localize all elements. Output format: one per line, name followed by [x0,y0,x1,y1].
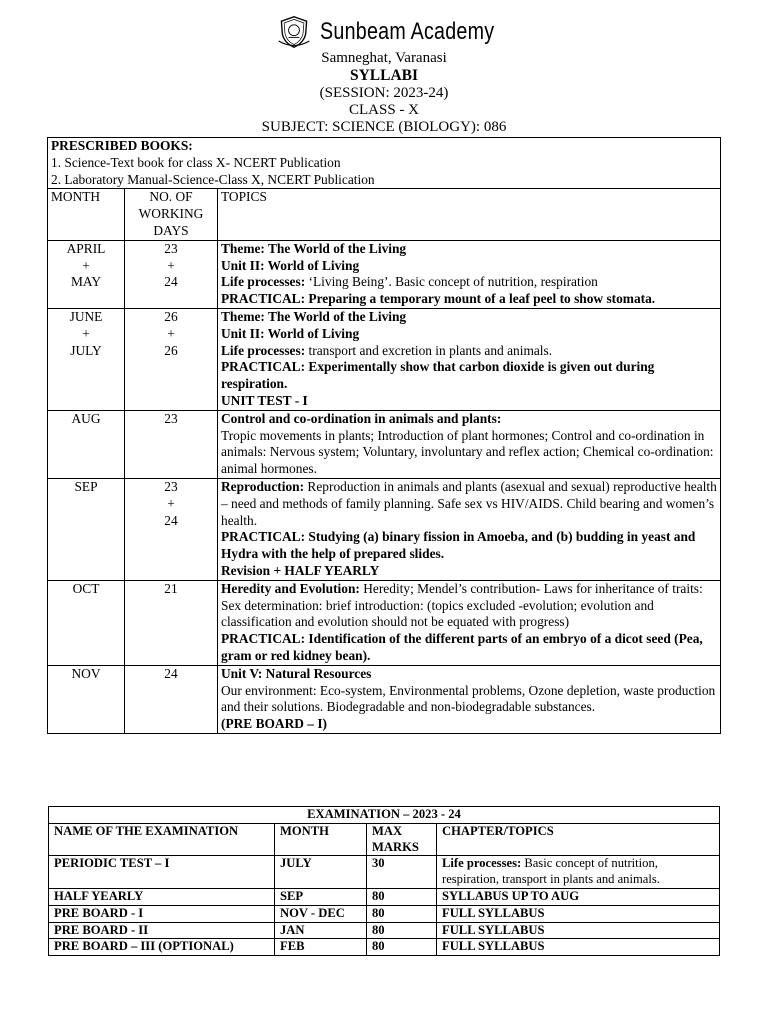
month-cell: AUG [48,410,125,478]
page-title: SYLLABI [349,67,419,84]
month-cell: APRIL + MAY [48,240,125,308]
topic-line [221,241,717,258]
topic-text: Our environment: Eco-system, Environmental problems, Ozone depletion, waste production and their solutions. Biodegradable and non-biodegradable substances. [221,682,716,715]
topic-bold-text: PRACTICAL: Studying (a) binary fission in Amoeba, and (b) budding in yeast and Hydra with the help of prepared slides. [221,529,696,562]
exam-month-cell: JAN [275,922,367,939]
topic-text: Heredity; Mendel’s contribution- Laws for inheritance of traits: Sex determination: brief introduction: (topics excluded -evolution; evolution and classification and evolution should not be equated with progress) [221,580,703,630]
topic-line [221,393,717,410]
prescribed-books-cell [48,138,721,189]
exam-month-cell: JULY [275,856,367,889]
topic-bold-text: Unit V: Natural Resources [221,665,372,681]
topic-text: transport and excretion in plants and animals. [305,342,553,358]
topics-column-header: TOPICS [218,189,721,240]
exam-marks-cell: 80 [367,888,437,905]
exam-topics-cell [437,905,720,922]
school-logo-icon [276,14,312,50]
syllabus-row [48,240,721,308]
exam-title-row [49,807,720,824]
topic-bold-text: Heredity and Evolution: [221,580,360,596]
syllabus-row [48,665,721,733]
topic-bold-text: Revision + HALF YEARLY [221,562,380,578]
topic-bold-text: Control and co-ordination in animals and plants: [221,410,502,426]
exam-max-marks-header: MAX MARKS [367,823,437,856]
school-title-line [0,14,768,50]
syllabus-row [48,580,721,665]
exam-name-cell: PRE BOARD – III (OPTIONAL) [49,939,275,956]
topic-bold-text: Life processes: [221,342,306,358]
exam-row [49,905,720,922]
exam-topic-bold: SYLLABUS UP TO AUG [442,888,580,903]
exam-marks-cell: 30 [367,856,437,889]
prescribed-books-row [48,138,721,189]
topic-bold-text: Theme: The World of the Living [221,240,407,256]
topics-cell [218,478,721,580]
exam-month-cell: FEB [275,939,367,956]
topic-line [221,529,717,563]
topic-line [221,274,717,291]
topic-bold-text: PRACTICAL: Experimentally show that carbon dioxide is given out during respiration. [221,359,655,392]
topic-line [221,258,717,275]
topic-line [221,326,717,343]
exam-topic-bold: Life processes: [442,856,522,871]
topic-line [221,291,717,308]
document-header [0,14,768,136]
exam-month-cell: NOV - DEC [275,905,367,922]
topic-line [221,343,717,360]
book-item: 1. Science-Text book for class X- NCERT Publication [51,154,341,170]
topic-line [221,631,717,665]
subject-label: SUBJECT: SCIENCE (BIOLOGY): 086 [261,119,507,135]
topic-line [221,479,717,529]
exam-row [49,856,720,889]
topic-bold-text: (PRE BOARD – I) [221,716,328,732]
month-cell: JUNE + JULY [48,308,125,410]
topic-bold-text: PRACTICAL: Preparing a temporary mount of a leaf peel to show stomata. [221,291,656,307]
topic-text: ‘Living Being’. Basic concept of nutrition, respiration [305,274,598,290]
exam-table-title: EXAMINATION – 2023 - 24 [49,807,720,824]
working-days-cell: 23 [125,410,218,478]
exam-topic-bold: FULL SYLLABUS [442,939,545,954]
exam-chapter-topics-header: CHAPTER/TOPICS [437,823,720,856]
exam-name-cell: PRE BOARD - II [49,922,275,939]
topic-bold-text: Life processes: [221,274,306,290]
month-column-header: MONTH [48,189,125,240]
exam-topic-bold: FULL SYLLABUS [442,905,545,920]
topic-line [221,359,717,393]
topic-text: Tropic movements in plants; Introduction of plant hormones; Control and co-ordination in animals: Nervous system; Voluntary, involuntary and reflex action; Chemical co-ordination: animal hormones. [221,427,714,477]
topic-line [221,428,717,478]
exam-row [49,888,720,905]
exam-row [49,922,720,939]
exam-topics-cell [437,939,720,956]
exam-header-row [49,823,720,856]
exam-topics-cell [437,856,720,889]
topics-cell [218,308,721,410]
exam-topic-bold: FULL SYLLABUS [442,922,545,937]
topic-bold-text: UNIT TEST - I [221,392,308,408]
examination-table [48,806,720,956]
syllabus-table [47,137,721,734]
exam-name-header: NAME OF THE EXAMINATION [49,823,275,856]
topic-line [221,411,717,428]
exam-marks-cell: 80 [367,905,437,922]
working-days-cell: 24 [125,665,218,733]
working-days-cell: 21 [125,580,218,665]
topic-line [221,716,717,733]
exam-name-cell: PERIODIC TEST – I [49,856,275,889]
topics-cell [218,665,721,733]
syllabus-row [48,410,721,478]
exam-month-cell: SEP [275,888,367,905]
topics-cell [218,580,721,665]
book-item: 2. Laboratory Manual-Science-Class X, NCERT Publication [51,171,375,187]
prescribed-books-heading: PRESCRIBED BOOKS: [51,138,193,153]
topics-cell [218,240,721,308]
exam-month-header: MONTH [275,823,367,856]
topic-line [221,563,717,580]
topic-line [221,683,717,717]
exam-name-cell: HALF YEARLY [49,888,275,905]
topic-text: Reproduction in animals and plants (asexual and sexual) reproductive health – need and methods of family planning. Safe sex vs HIV/AIDS. Child bearing and women’s health. [221,478,717,528]
working-days-cell: 23 + 24 [125,478,218,580]
topic-bold-text: Reproduction: [221,478,305,494]
working-days-cell: 26 + 26 [125,308,218,410]
exam-marks-cell: 80 [367,939,437,956]
working-days-column-header: NO. OF WORKING DAYS [125,189,218,240]
topic-bold-text: Unit II: World of Living [221,257,360,273]
topic-bold-text: PRACTICAL: Identification of the different parts of an embryo of a dicot seed (Pea, gram or red kidney bean). [221,631,703,663]
column-header-row [48,189,721,240]
topic-line [221,309,717,326]
school-name: Sunbeam Academy [319,18,495,45]
topic-bold-text: Unit II: World of Living [221,325,360,341]
exam-marks-cell: 80 [367,922,437,939]
topic-line [221,581,717,631]
topic-bold-text: Theme: The World of the Living [221,308,407,324]
session-label: (SESSION: 2023-24) [319,85,449,101]
exam-topics-cell [437,922,720,939]
working-days-cell: 23 + 24 [125,240,218,308]
exam-topic-text: Basic concept of nutrition, respiration, transport in plants and animals. [442,856,660,887]
exam-row [49,939,720,956]
school-location: Samneghat, Varanasi [321,50,447,66]
exam-topics-cell [437,888,720,905]
class-label: CLASS - X [348,102,419,118]
month-cell: NOV [48,665,125,733]
topics-cell [218,410,721,478]
syllabus-row [48,308,721,410]
syllabus-row [48,478,721,580]
topic-line [221,666,717,683]
exam-name-cell: PRE BOARD - I [49,905,275,922]
month-cell: SEP [48,478,125,580]
month-cell: OCT [48,580,125,665]
